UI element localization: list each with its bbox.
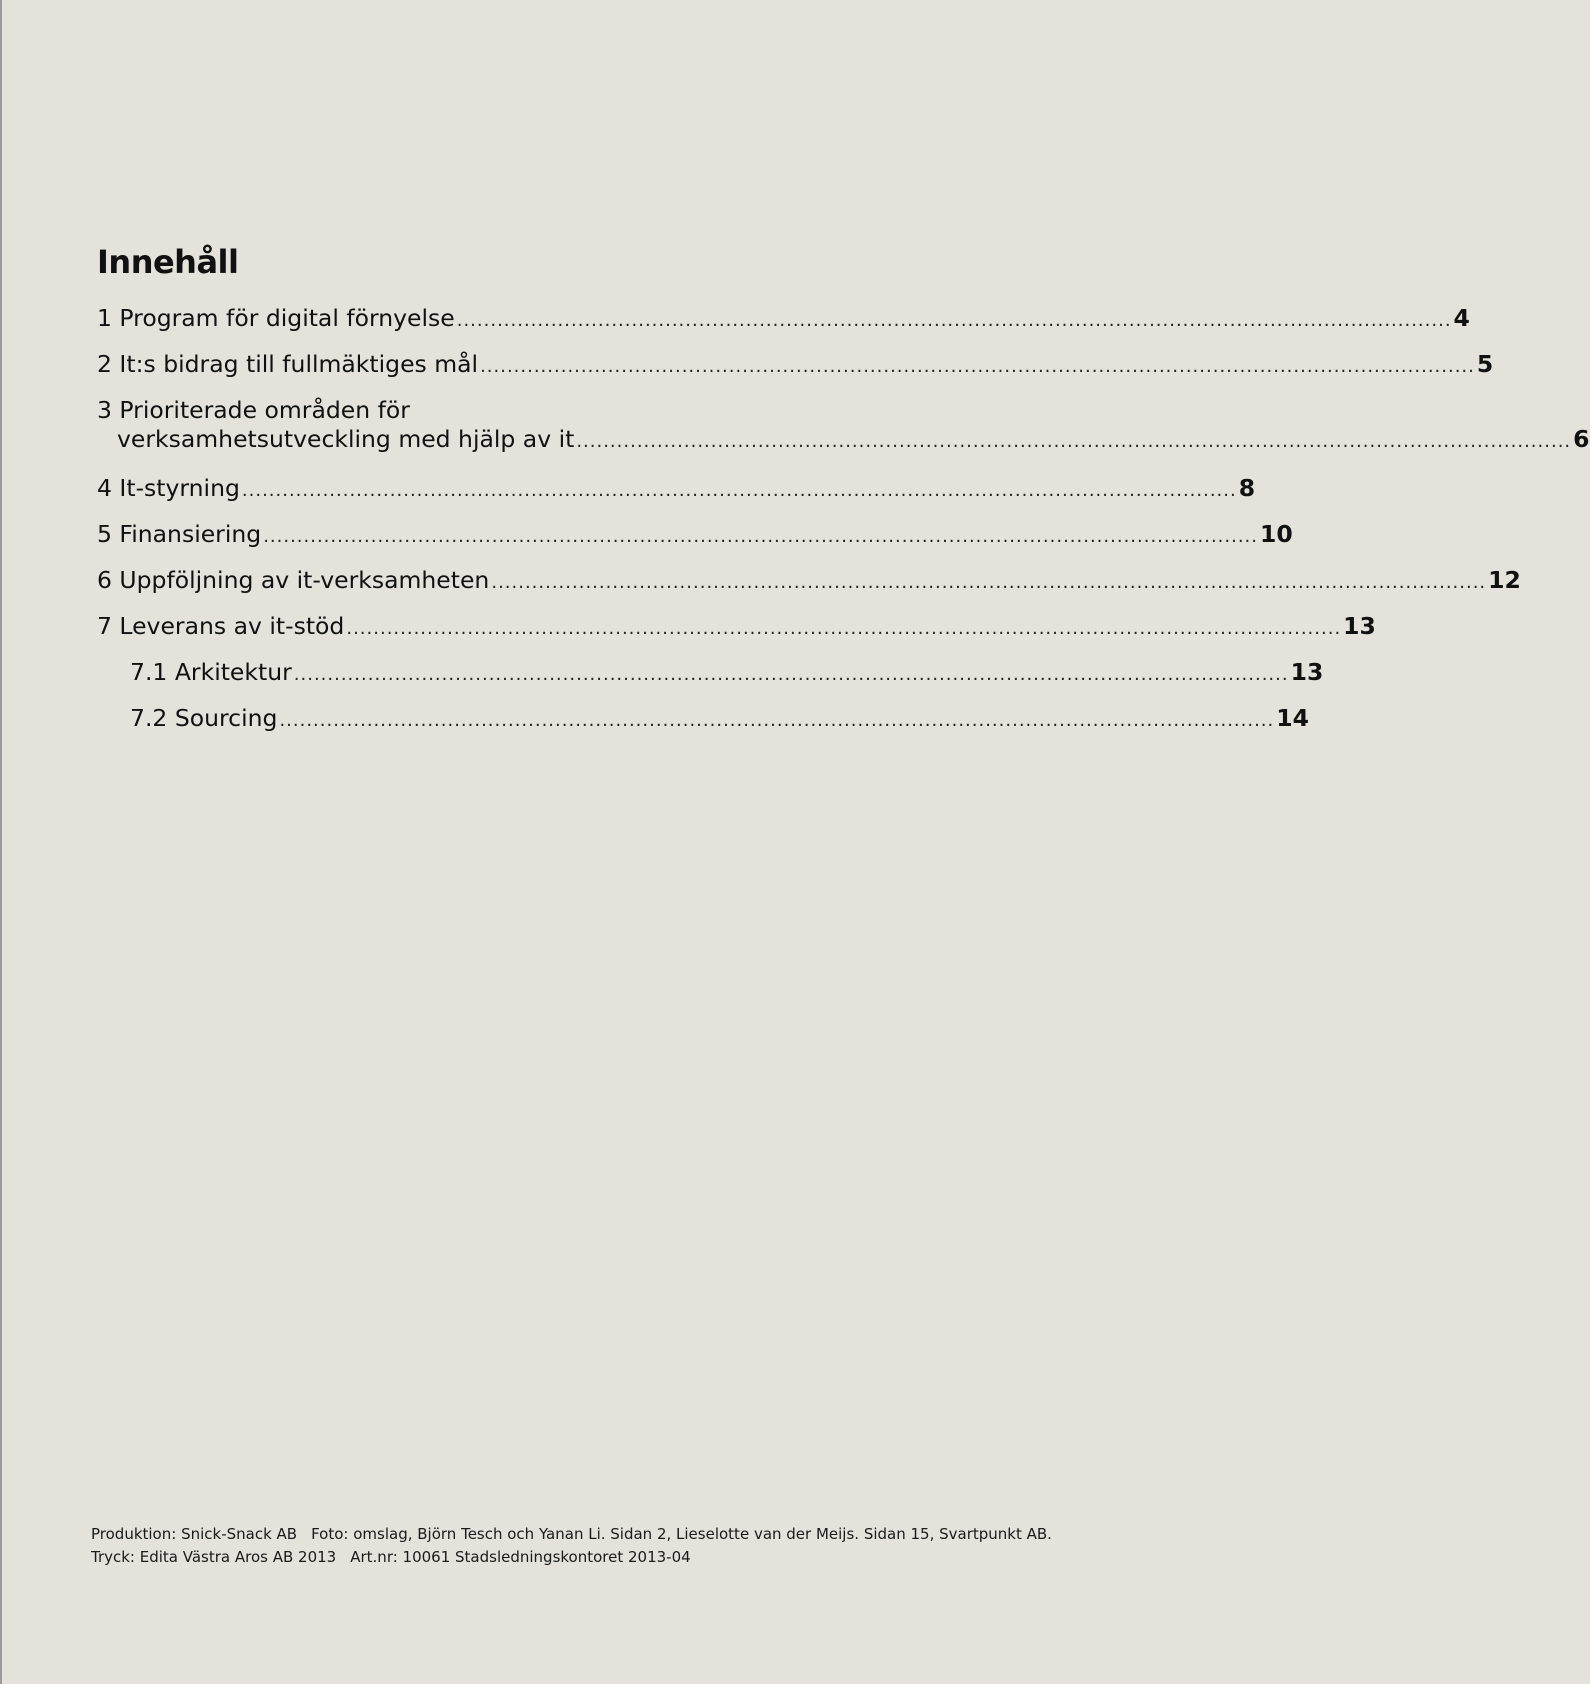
- toc-entry-page: 12: [1488, 566, 1521, 594]
- table-of-contents: [97, 238, 1590, 750]
- dot-leader: [346, 615, 1341, 643]
- dot-leader: [457, 307, 1452, 335]
- toc-entry-title: 4 It-styrning: [97, 474, 240, 502]
- toc-entry: [97, 350, 1494, 378]
- toc-entry-title: 3 Prioriterade områden för: [97, 396, 410, 424]
- photo-credit: Foto: omslag, Björn Tesch och Yanan Li. Sidan 2, Lieselotte van der Meijs. Sidan 15, Svartpunkt AB.: [311, 1525, 1052, 1543]
- toc-entry-title: 6 Uppföljning av it-verksamheten: [97, 566, 490, 594]
- toc-entry-page: 6: [1573, 425, 1590, 453]
- print-credit: Tryck: Edita Västra Aros AB 2013: [91, 1548, 337, 1566]
- toc-entry-page: 8: [1238, 474, 1256, 502]
- toc-entry: [97, 474, 1256, 502]
- page-edge-line: [0, 0, 2, 1684]
- toc-entry-title: 7.2 Sourcing: [130, 704, 278, 732]
- toc-entry-page: 4: [1453, 304, 1470, 332]
- toc-entry-title-continued: verksamhetsutveckling med hjälp av it: [117, 425, 575, 453]
- toc-entry-page: 10: [1260, 520, 1293, 548]
- toc-entry-continuation: [97, 425, 1590, 456]
- toc-entry-page: 14: [1276, 704, 1309, 732]
- production-credit: Produktion: Snick-Snack AB: [91, 1525, 298, 1543]
- toc-subentry: [97, 658, 1324, 686]
- toc-entry-title: 7 Leverans av it-stöd: [97, 612, 345, 640]
- dot-leader: [242, 477, 1237, 505]
- dot-leader: [576, 428, 1571, 456]
- toc-heading: Innehåll: [97, 243, 239, 281]
- toc-entry: [97, 612, 1376, 640]
- dot-leader: [294, 661, 1289, 689]
- colophon-line: [91, 1523, 1052, 1546]
- dot-leader: [263, 523, 1258, 551]
- toc-entry-title: 2 It:s bidrag till fullmäktiges mål: [97, 350, 479, 378]
- toc-entry-page: 13: [1290, 658, 1324, 686]
- toc-entry: [97, 520, 1293, 548]
- article-number: Art.nr: 10061 Stadsledningskontoret 2013-04: [350, 1548, 691, 1566]
- toc-subentry: [97, 704, 1309, 732]
- colophon: [91, 1523, 1052, 1569]
- dot-leader: [279, 707, 1274, 735]
- toc-entry-page: 5: [1476, 350, 1494, 378]
- toc-entry-title: 7.1 Arkitektur: [130, 658, 292, 686]
- dot-leader: [491, 569, 1486, 597]
- toc-entry-title: 5 Finansiering: [97, 520, 262, 548]
- colophon-line: [91, 1546, 960, 1569]
- toc-entry: [97, 396, 1590, 456]
- dot-leader: [480, 353, 1475, 381]
- toc-entry-title: 1 Program för digital förnyelse: [97, 304, 455, 332]
- toc-entry: [97, 566, 1521, 594]
- toc-entry: [97, 304, 1470, 332]
- toc-entry-page: 13: [1343, 612, 1376, 640]
